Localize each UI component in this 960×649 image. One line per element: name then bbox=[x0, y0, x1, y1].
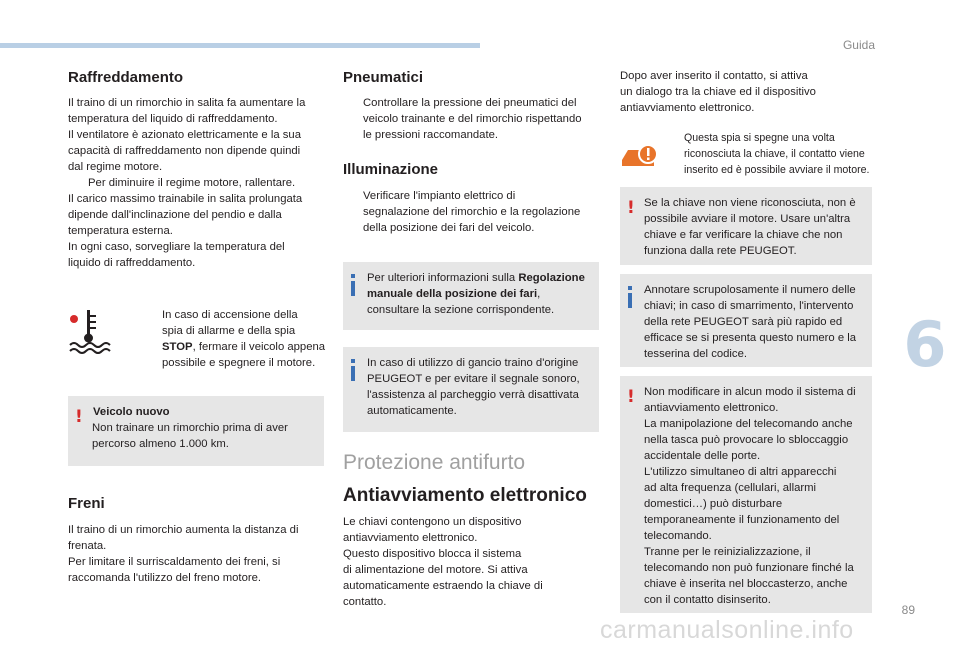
coolant-warning-text-b: , fermare il veicolo appena possibile e spegnere il motore. bbox=[162, 341, 326, 369]
stop-label: STOP bbox=[162, 341, 193, 353]
cooling-bullet bbox=[68, 175, 324, 191]
coolant-warning-text-a: In caso di accensione della spia di allarme e della spia bbox=[162, 309, 298, 337]
lighting-text: Verificare l'impianto elettrico di segnalazione del rimorchio e la regolazione della posizione dei fari del veicolo. bbox=[363, 190, 581, 234]
header-accent-bar bbox=[0, 43, 480, 48]
headlamp-info-bold: Regolazione manuale della posizione dei fari bbox=[367, 272, 585, 300]
towbar-info-box bbox=[343, 347, 599, 432]
tyres-bullet bbox=[343, 95, 599, 143]
immobiliser-heading: Antiavviamento elettronico bbox=[343, 485, 587, 506]
bullet-marker bbox=[142, 307, 152, 371]
key-number-info-box bbox=[620, 274, 872, 367]
new-vehicle-warning-box bbox=[68, 396, 324, 466]
section-title: Protezione antifurto bbox=[343, 451, 526, 474]
cooling-heading: Raffreddamento bbox=[68, 69, 184, 86]
info-icon bbox=[350, 359, 360, 381]
cooling-paragraph-2: Il carico massimo trainabile in salita prolungata dipende dall'inclinazione del pendio e dalla temperatura esterna. In ogni caso, sorvegliare la temperatura del liquido di raffreddamento. bbox=[68, 193, 303, 269]
coolant-warning-text bbox=[162, 307, 337, 371]
page-number: 89 bbox=[901, 603, 915, 617]
headlamp-info-box bbox=[343, 262, 599, 330]
brakes-heading: Freni bbox=[68, 495, 105, 512]
key-warning-text: Se la chiave non viene riconosciuta, non è possibile avviare il motore. Usare un'altra chiave e far verificare la chiave che non funziona dalla rete PEUGEOT. bbox=[644, 197, 856, 257]
tyres-text: Controllare la pressione dei pneumatici del veicolo trainante e del rimorchio rispettando le pressioni raccomandate. bbox=[363, 97, 582, 141]
info-icon bbox=[627, 286, 637, 308]
tyres-heading: Pneumatici bbox=[343, 69, 424, 86]
headlamp-info-text bbox=[367, 270, 589, 318]
headlamp-info-text-b: , consultare la sezione corrispondente. bbox=[367, 288, 555, 316]
modification-warning-text: Non modificare in alcun modo il sistema di antiavviamento elettronico. La manipolazione del telecomando anche nella tasca può provocare lo sbloccaggio accidentale delle porte. L'utilizzo simultaneo di altri apparecchi ad alta frequenza (cellulari, allarmi domestici…) può disturbare temporaneamente il funzionamento del telecomando. Tranne per le reinizializzazione, il telecomando non può funzionare finché la chiave è inserita nel bloccasterzo, anche con il contatto disinserito. bbox=[644, 386, 856, 606]
new-vehicle-title: Veicolo nuovo bbox=[93, 406, 170, 418]
immobiliser-warning-icon bbox=[620, 138, 660, 178]
warning-icon: ! bbox=[627, 198, 635, 218]
chapter-tab-number: 6 bbox=[903, 308, 947, 381]
lighting-bullet bbox=[343, 188, 599, 236]
cooling-paragraph: Il traino di un rimorchio in salita fa aumentare la temperatura del liquido di raffreddamento. Il ventilatore è azionato elettricamente e la sua capacità di raffreddamento non dipende quindi dal regime motore. bbox=[68, 97, 306, 173]
warning-icon: ! bbox=[627, 387, 635, 407]
coolant-temperature-icon bbox=[68, 307, 112, 359]
towbar-info-text: In caso di utilizzo di gancio traino d'origine PEUGEOT e per evitare il segnale sonoro, l'assistenza al parcheggio verrà disattivata automaticamente. bbox=[367, 357, 580, 417]
column-right bbox=[620, 68, 872, 613]
lighting-heading: Illuminazione bbox=[343, 161, 439, 178]
info-icon bbox=[350, 274, 360, 296]
key-not-recognised-warning bbox=[620, 187, 872, 265]
bullet-marker bbox=[343, 95, 353, 143]
brakes-paragraph: Il traino di un rimorchio aumenta la distanza di frenata. Per limitare il surriscaldamento dei freni, si raccomanda l'utilizzo del freno motore. bbox=[68, 524, 299, 584]
key-number-info-text: Annotare scrupolosamente il numero delle chiavi; in caso di smarrimento, l'intervento della rete PEUGEOT sarà più rapido ed efficace se si presenta questo numero e la tesserina del codice. bbox=[644, 284, 857, 360]
chapter-label: Guida bbox=[842, 38, 875, 52]
column-middle bbox=[343, 68, 599, 610]
bullet-marker bbox=[343, 188, 353, 236]
warning-icon: ! bbox=[75, 407, 83, 427]
immobiliser-intro: Dopo aver inserito il contatto, si attiva un dialogo tra la chiave ed il dispositivo antiavviamento elettronico. bbox=[620, 70, 816, 114]
immobiliser-modification-warning bbox=[620, 376, 872, 613]
headlamp-info-text-a: Per ulteriori informazioni sulla bbox=[367, 272, 519, 284]
bullet-marker bbox=[68, 175, 78, 191]
immobiliser-paragraph: Le chiavi contengono un dispositivo antiavviamento elettronico. Questo dispositivo blocca il sistema di alimentazione del motore. Si attiva automaticamente estraendo la chiave di contatto. bbox=[343, 516, 543, 608]
immobiliser-lamp-text: Questa spia si spegne una volta riconosciuta la chiave, il contatto viene inserito ed è possibile avviare il motore. bbox=[684, 132, 870, 176]
coolant-warning-bullet bbox=[142, 307, 337, 371]
coolant-warning-row bbox=[68, 307, 324, 371]
cooling-bullet-text: Per diminuire il regime motore, rallentare. bbox=[88, 177, 296, 189]
watermark: carmanualsonline.info bbox=[600, 616, 854, 644]
immobiliser-lamp-row bbox=[620, 130, 872, 178]
new-vehicle-text: Non trainare un rimorchio prima di aver percorso almeno 1.000 km. bbox=[92, 422, 288, 450]
column-left bbox=[68, 68, 324, 586]
